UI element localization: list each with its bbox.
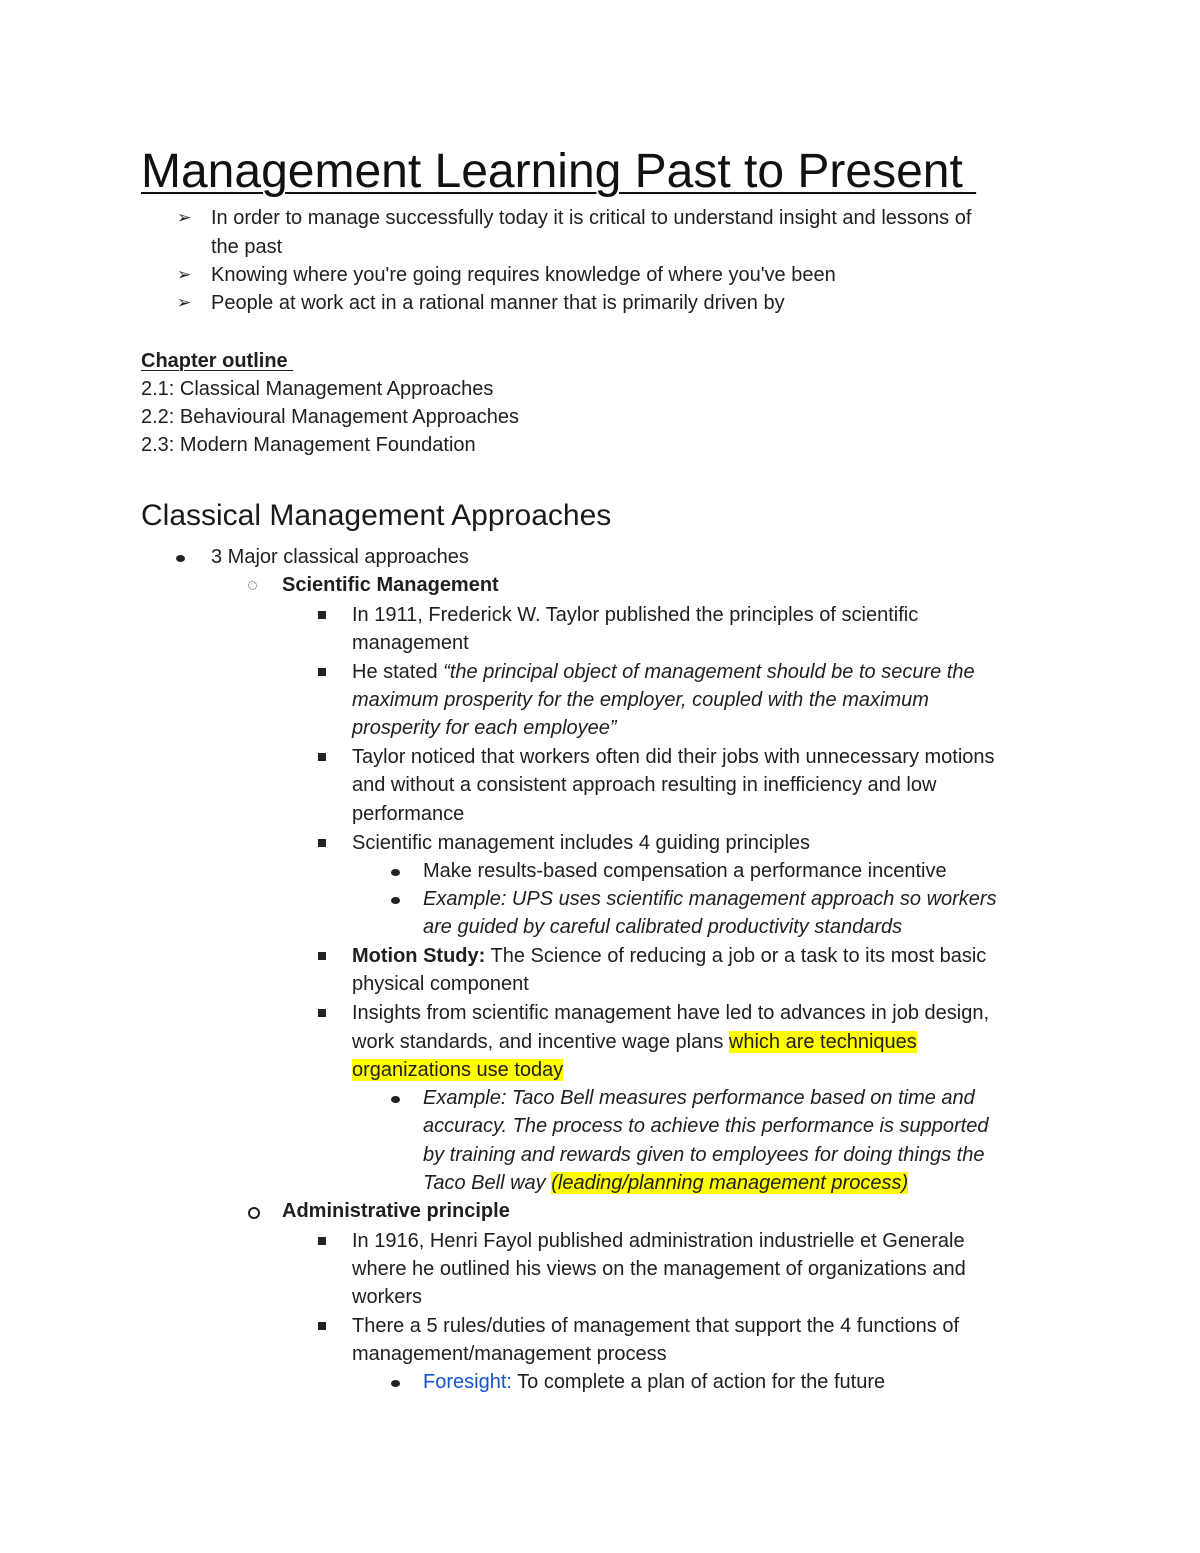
- sci-p5-line-2: physical component: [352, 973, 529, 995]
- square-bullet-icon: [318, 1322, 326, 1330]
- intro-bullet-3: People at work act in a rational manner that is primarily driven by: [211, 292, 785, 314]
- sci-p4: Scientific management includes 4 guiding principles: [352, 832, 811, 854]
- sci-p2-line-2: maximum prosperity for the employer, coupled with the maximum: [352, 689, 929, 711]
- square-bullet-icon: [318, 952, 326, 960]
- sci-p6-sub-line-2: accuracy. The process to achieve this performance is supported: [423, 1115, 989, 1137]
- sci-p4-sub-2-line-1: Example: UPS uses scientific management approach so workers: [423, 888, 997, 910]
- square-bullet-icon: [318, 1237, 326, 1245]
- sci-p1-line-2: management: [352, 632, 469, 654]
- adm-p1-line-1: In 1916, Henri Fayol published administration industrielle et Generale: [352, 1230, 965, 1252]
- administrative-heading: Administrative principle: [282, 1200, 510, 1222]
- outline-heading: [141, 347, 293, 375]
- sci-p4-sub-2-line-2: are guided by careful calibrated productivity standards: [423, 916, 903, 938]
- sci-p3-line-3: performance: [352, 803, 465, 825]
- arrow-bullet-icon: ➢: [177, 293, 192, 312]
- bullet-dot-icon: [176, 555, 185, 562]
- sci-p3-line-2: and without a consistent approach resulting in inefficiency and low: [352, 774, 937, 796]
- sci-p6-line-2: [352, 1028, 917, 1056]
- square-bullet-icon: [318, 668, 326, 676]
- adm-p1-line-3: workers: [352, 1286, 423, 1308]
- highlighted-text: organizations use today: [352, 1059, 564, 1081]
- sci-p3-line-1: Taylor noticed that workers often did their jobs with unnecessary motions: [352, 746, 995, 768]
- sci-p6-sub-line-1: Example: Taco Bell measures performance based on time and: [423, 1087, 975, 1109]
- square-bullet-icon: [318, 753, 326, 761]
- arrow-bullet-icon: ➢: [177, 265, 192, 284]
- sci-p6-text-plain: work standards, and incentive wage plans: [352, 1031, 729, 1053]
- bullet-dot-icon: [391, 1380, 400, 1387]
- sci-p6-sub-text-plain: Taco Bell way: [423, 1172, 552, 1194]
- sci-p4-sub-1: Make results-based compensation a performance incentive: [423, 860, 947, 882]
- page-title: Management Learning Past to Present: [141, 145, 977, 198]
- square-bullet-icon: [318, 1009, 326, 1017]
- outline-item-3: 2.3: Modern Management Foundation: [141, 434, 476, 456]
- sci-p2-line-3: prosperity for each employee”: [352, 717, 617, 739]
- foresight-term: Foresight:: [423, 1371, 512, 1393]
- square-bullet-icon: [318, 611, 326, 619]
- bullet-dot-icon: [391, 869, 400, 876]
- section-heading: Classical Management Approaches: [141, 499, 612, 532]
- scientific-heading: Scientific Management: [282, 574, 499, 596]
- outline-item-1: 2.1: Classical Management Approaches: [141, 378, 494, 400]
- sci-p6-line-3: [352, 1056, 563, 1084]
- sci-p2-line-1: [352, 658, 975, 686]
- hollow-circle-icon: [248, 581, 257, 590]
- bullet-dot-icon: [391, 1096, 400, 1103]
- highlighted-text: (leading/planning management process): [551, 1172, 909, 1194]
- outline-item-2: 2.2: Behavioural Management Approaches: [141, 406, 520, 428]
- adm-p2-sub-1: [423, 1368, 885, 1396]
- intro-bullet-1-line-2: the past: [211, 236, 283, 258]
- motion-study-term: Motion Study:: [352, 945, 486, 967]
- sci-p6-line-1: Insights from scientific management have led to advances in job design,: [352, 1002, 990, 1024]
- bullet-dot-icon: [391, 897, 400, 904]
- intro-bullet-2: Knowing where you're going requires knowledge of where you've been: [211, 264, 836, 286]
- sci-p6-sub-line-4: [423, 1169, 908, 1197]
- outline-heading-text: Chapter outline: [141, 350, 294, 372]
- adm-p2-line-1: There a 5 rules/duties of management that support the 4 functions of: [352, 1315, 960, 1337]
- hollow-circle-icon: [248, 1207, 260, 1219]
- l1-item: 3 Major classical approaches: [211, 546, 469, 568]
- foresight-definition: To complete a plan of action for the future: [511, 1371, 886, 1393]
- square-bullet-icon: [318, 839, 326, 847]
- sci-p6-sub-line-3: by training and rewards given to employees for doing things the: [423, 1144, 985, 1166]
- sci-p2-text-plain: He stated: [352, 661, 444, 683]
- intro-bullet-1-line-1: In order to manage successfully today it is critical to understand insight and lessons of: [211, 207, 972, 229]
- motion-study-definition: The Science of reducing a job or a task to its most basic: [485, 945, 987, 967]
- arrow-bullet-icon: ➢: [177, 208, 192, 227]
- sci-p2-quote-start: “the principal object of management should be to secure the: [443, 661, 975, 683]
- sci-p1-line-1: In 1911, Frederick W. Taylor published the principles of scientific: [352, 604, 919, 626]
- sci-p5-line-1: [352, 942, 986, 970]
- highlighted-text: which are techniques: [728, 1031, 917, 1053]
- adm-p1-line-2: where he outlined his views on the management of organizations and: [352, 1258, 966, 1280]
- adm-p2-line-2: management/management process: [352, 1343, 667, 1365]
